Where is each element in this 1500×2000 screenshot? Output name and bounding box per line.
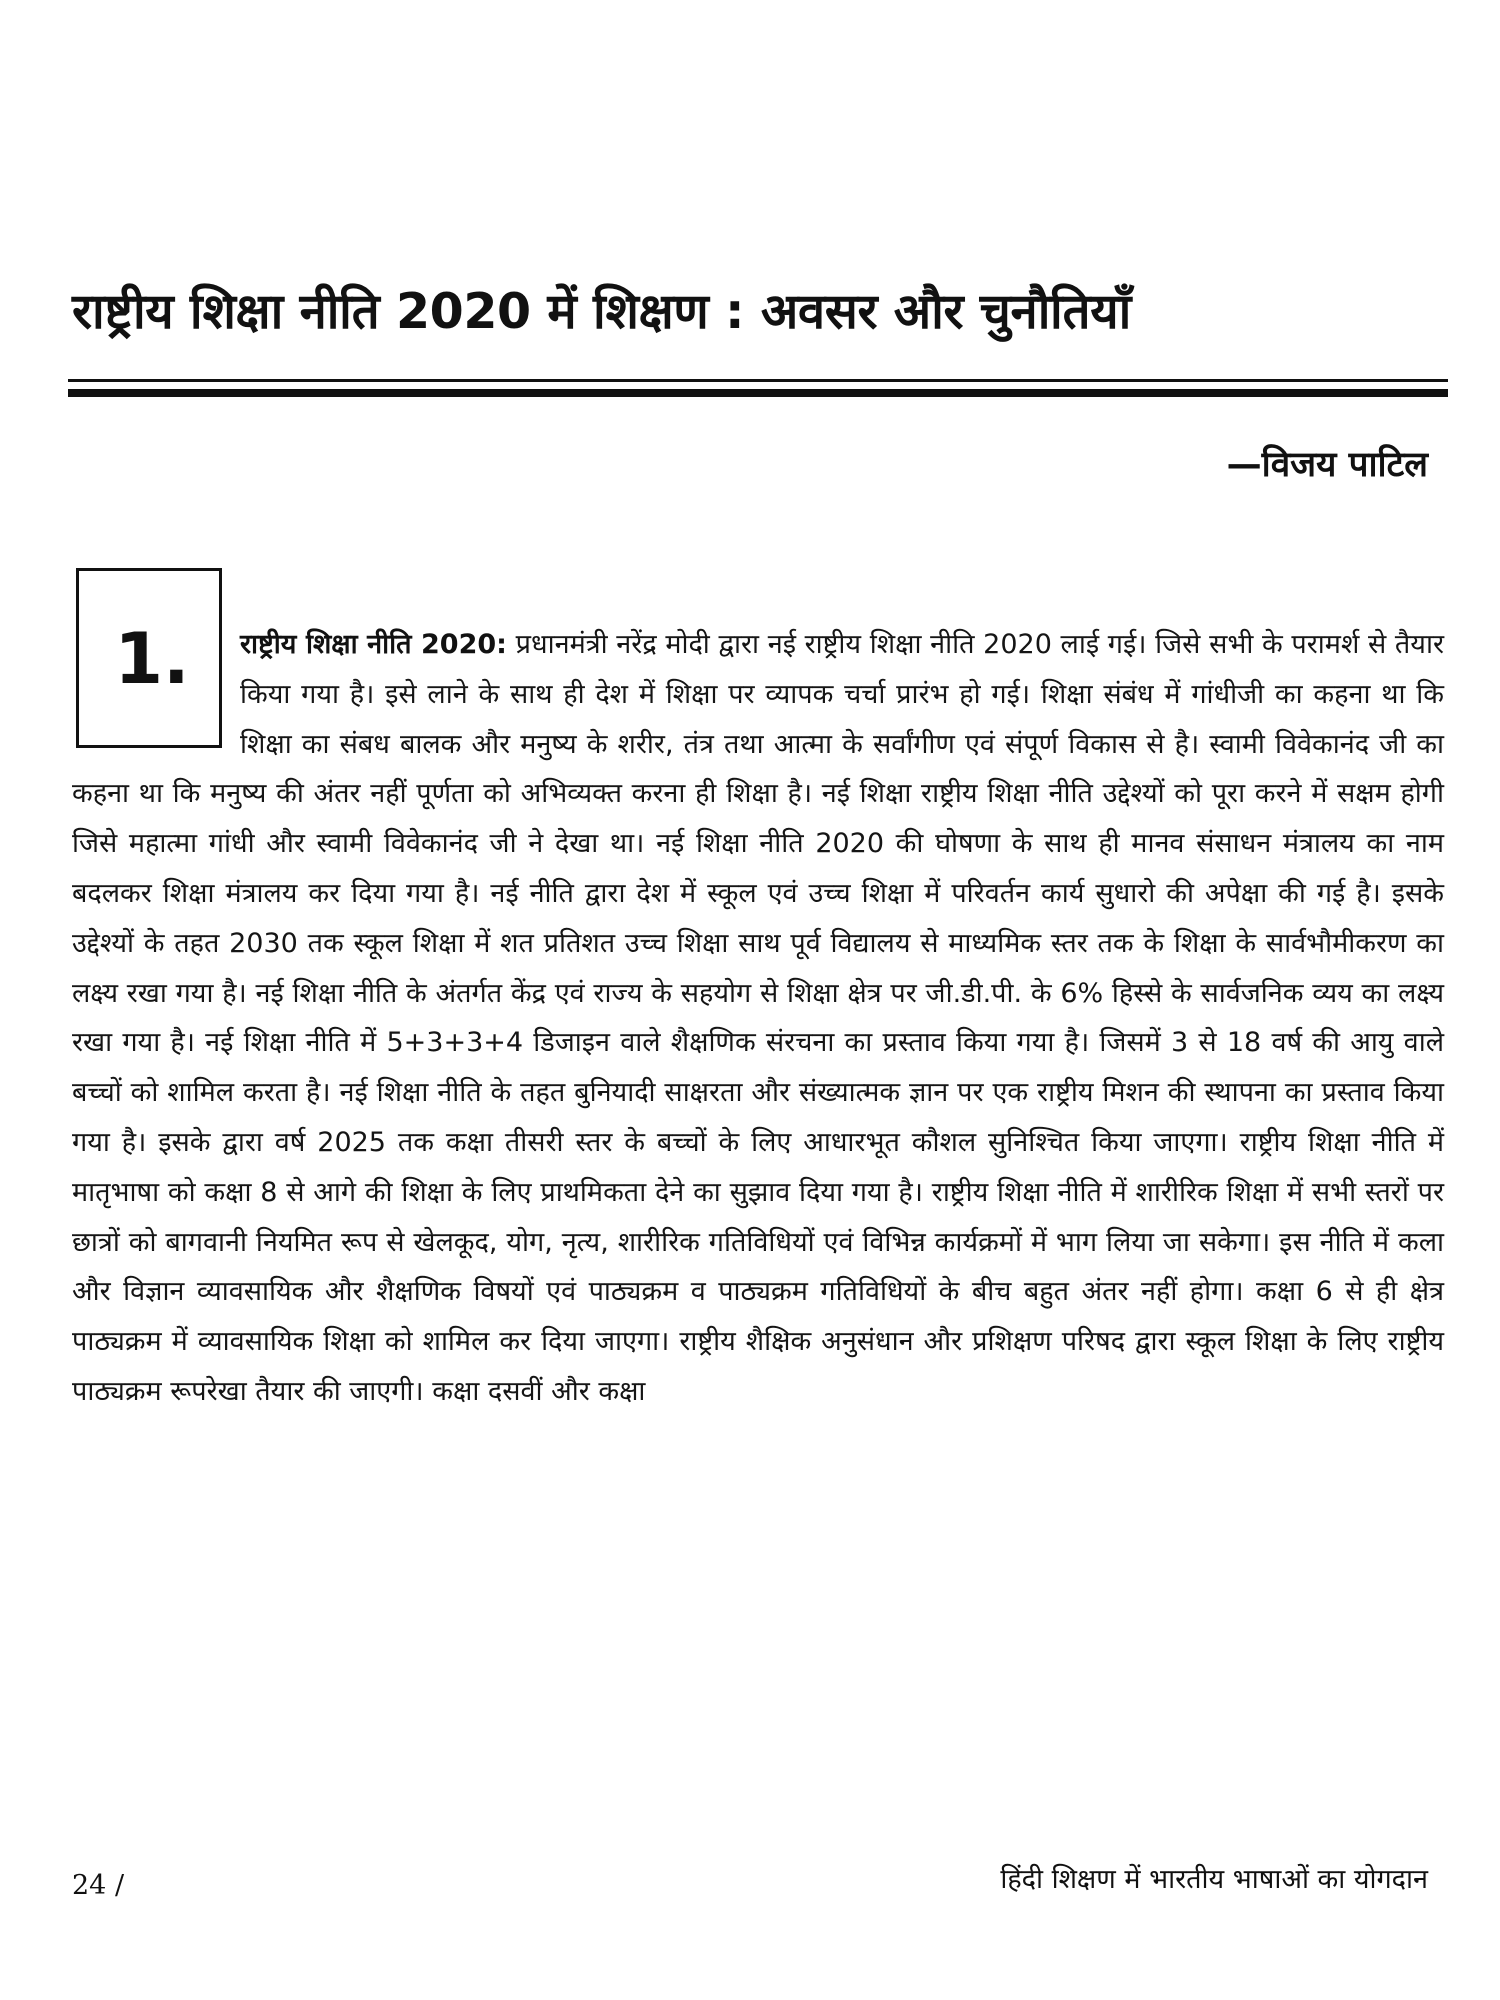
section-lead-label: राष्ट्रीय शिक्षा नीति 2020:: [240, 629, 507, 660]
title-divider-thin: [68, 379, 1448, 382]
section-paragraph: [72, 620, 1444, 1417]
footer-page-number: 24 /: [72, 1870, 125, 1901]
chapter-title: राष्ट्रीय शिक्षा नीति 2020 में शिक्षण : अवसर और चुनौतियाँ: [72, 283, 1131, 340]
section-number: 1.: [114, 618, 190, 700]
footer-book-title: हिंदी शिक्षण में भारतीय भाषाओं का योगदान: [1000, 1864, 1428, 1895]
drop-box-spacer: [72, 620, 240, 768]
author-name: —विजय पाटिल: [1226, 445, 1428, 485]
title-divider-thick: [68, 389, 1448, 397]
section-body-text: प्रधानमंत्री नरेंद्र मोदी द्वारा नई राष्ट्रीय शिक्षा नीति 2020 लाई गई। जिसे सभी के परामर्श से तैयार किया गया है। इसे लाने के साथ ही देश में शिक्षा पर व्यापक चर्चा प्रारंभ हो गई। शिक्षा संबंध में गांधीजी का कहना था कि शिक्षा का संबध बालक और मनुष्य के शरीर, तंत्र तथा आत्मा के सर्वांगीण एवं संपूर्ण विकास से है। स्वामी विवेकानंद जी का कहना था कि मनुष्य की अंतर नहीं पूर्णता को अभिव्यक्त करना ही शिक्षा है। नई शिक्षा राष्ट्रीय शिक्षा नीति उद्देश्यों को पूरा करने में सक्षम होगी जिसे महात्मा गांधी और स्वामी विवेकानंद जी ने देखा था। नई शिक्षा नीति 2020 की घोषणा के साथ ही मानव संसाधन मंत्रालय का नाम बदलकर शिक्षा मंत्रालय कर दिया गया है। नई नीति द्वारा देश में स्कूल एवं उच्च शिक्षा में परिवर्तन कार्य सुधारो की अपेक्षा की गई है। इसके उद्देश्यों के तहत 2030 तक स्कूल शिक्षा में शत प्रतिशत उच्च शिक्षा साथ पूर्व विद्यालय से माध्यमिक स्तर तक के शिक्षा के सार्वभौमीकरण का लक्ष्य रखा गया है। नई शिक्षा नीति के अंतर्गत केंद्र एवं राज्य के सहयोग से शिक्षा क्षेत्र पर जी.डी.पी. के 6% हिस्से के सार्वजनिक व्यय का लक्ष्य रखा गया है। नई शिक्षा नीति में 5+3+3+4 डिजाइन वाले शैक्षणिक संरचना का प्रस्ताव किया गया है। जिसमें 3 से 18 वर्ष की आयु वाले बच्चों को शामिल करता है। नई शिक्षा नीति के तहत बुनियादी साक्षरता और संख्यात्मक ज्ञान पर एक राष्ट्रीय मिशन की स्थापना का प्रस्ताव किया गया है। इसके द्वारा वर्ष 2025 तक कक्षा तीसरी स्तर के बच्चों के लिए आधारभूत कौशल सुनिश्चित किया जाएगा। राष्ट्रीय शिक्षा नीति में मातृभाषा को कक्षा 8 से आगे की शिक्षा के लिए प्राथमिकता देने का सुझाव दिया गया है। राष्ट्रीय शिक्षा नीति में शारीरिक शिक्षा में सभी स्तरों पर छात्रों को बागवानी नियमित रूप से खेलकूद, योग, नृत्य, शारीरिक गतिविधियों एवं विभिन्न कार्यक्रमों में भाग लिया जा सकेगा। इस नीति में कला और विज्ञान व्यावसायिक और शैक्षणिक विषयों एवं पाठ्यक्रम व पाठ्यक्रम गतिविधियों के बीच बहुत अंतर नहीं होगा। कक्षा 6 से ही क्षेत्र पाठ्यक्रम में व्यावसायिक शिक्षा को शामिल कर दिया जाएगा। राष्ट्रीय शैक्षिक अनुसंधान और प्रशिक्षण परिषद द्वारा स्कूल शिक्षा के लिए राष्ट्रीय पाठ्यक्रम रूपरेखा तैयार की जाएगी। कक्षा दसवीं और कक्षा: [72, 629, 1444, 1407]
